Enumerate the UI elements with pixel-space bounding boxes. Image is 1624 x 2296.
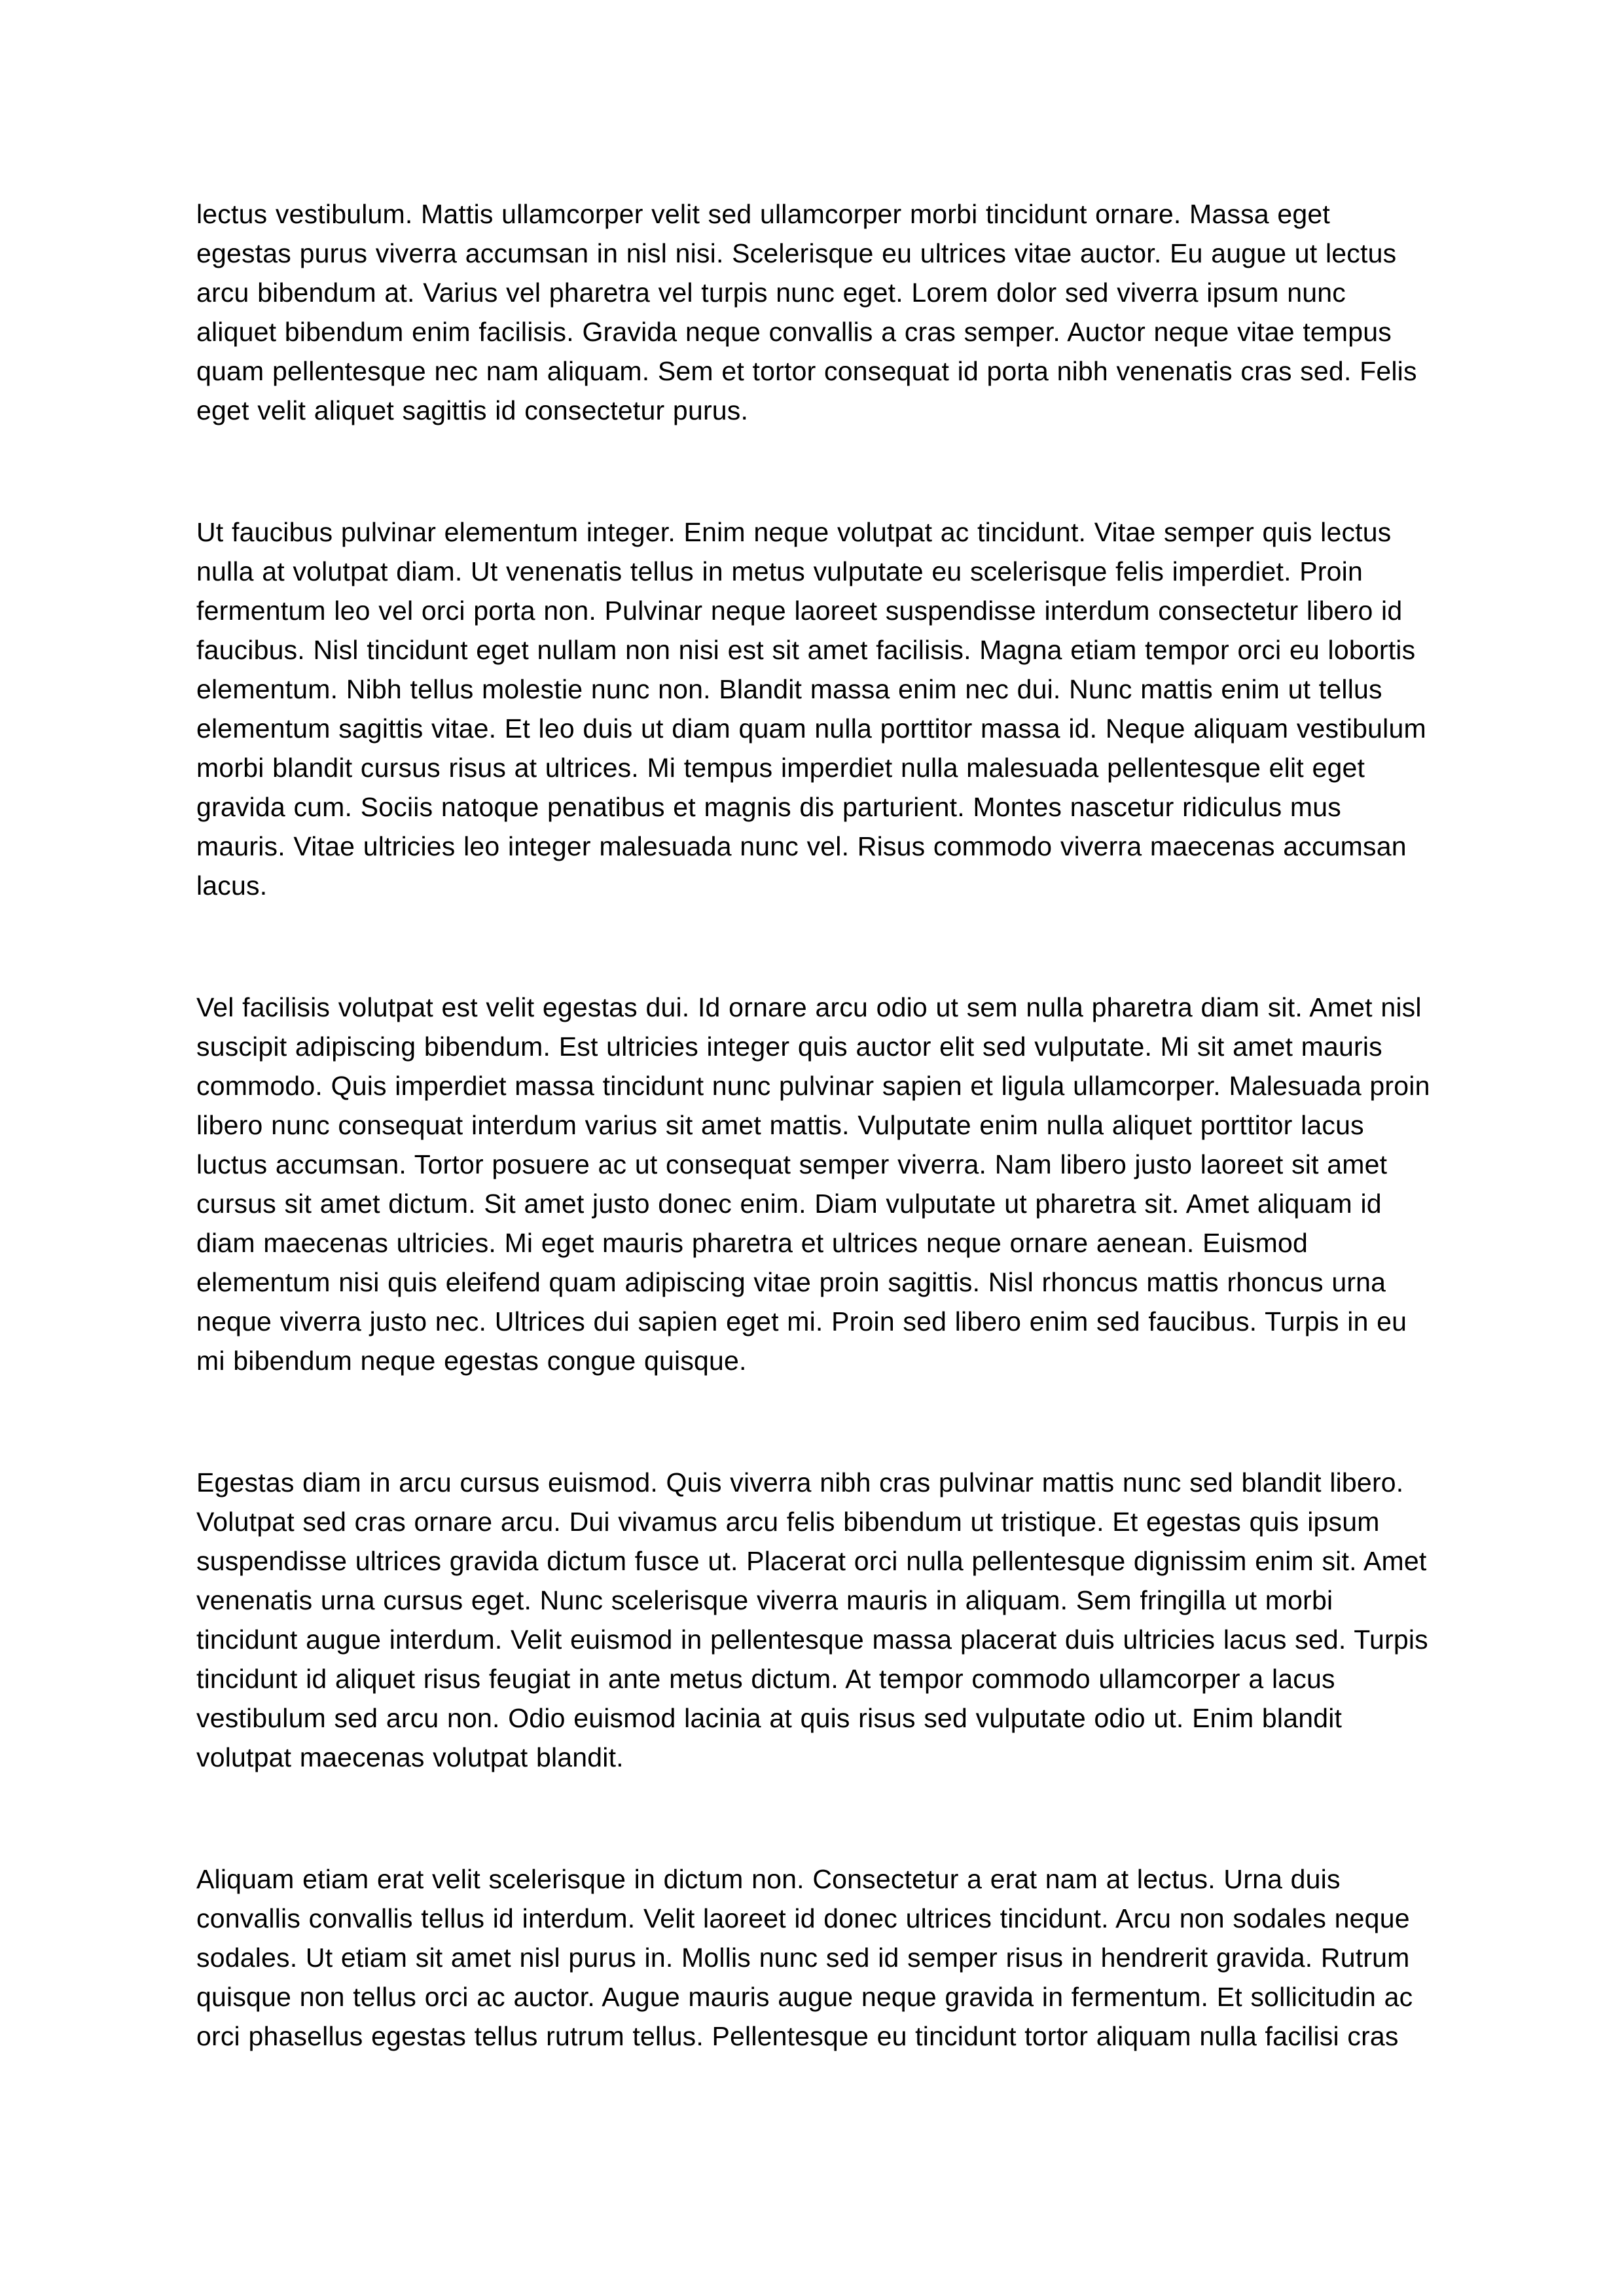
- paragraph-3: Vel facilisis volutpat est velit egestas dui. Id ornare arcu odio ut sem nulla pharetra diam sit. Amet nisl suscipit adipiscing bibendum. Est ultricies integer quis auctor elit sed vulputate. Mi sit amet mauris commodo. Quis imperdiet massa tincidunt nunc pulvinar sapien et ligula ullamcorper. Malesuada proin libero nunc consequat interdum varius sit amet mattis. Vulputate enim nulla aliquet porttitor lacus luctus accumsan. Tortor posuere ac ut consequat semper viverra. Nam libero justo laoreet sit amet cursus sit amet dictum. Sit amet justo donec enim. Diam vulputate ut pharetra sit. Amet aliquam id diam maecenas ultricies. Mi eget mauris pharetra et ultrices neque ornare aenean. Euismod elementum nisi quis eleifend quam adipiscing vitae proin sagittis. Nisl rhoncus mattis rhoncus urna neque viverra justo nec. Ultrices dui sapien eget mi. Proin sed libero enim sed faucibus. Turpis in eu mi bibendum neque egestas congue quisque.: [196, 992, 1430, 1376]
- paragraph-2: Ut faucibus pulvinar elementum integer. Enim neque volutpat ac tincidunt. Vitae semper quis lectus nulla at volutpat diam. Ut venenatis tellus in metus vulputate eu scelerisque felis imperdiet. Proin fermentum leo vel orci porta non. Pulvinar neque laoreet suspendisse interdum consectetur libero id faucibus. Nisl tincidunt eget nullam non nisi est sit amet facilisis. Magna etiam tempor orci eu lobortis elementum. Nibh tellus molestie nunc non. Blandit massa enim nec dui. Nunc mattis enim ut tellus elementum sagittis vitae. Et leo duis ut diam quam nulla porttitor massa id. Neque aliquam vestibulum morbi blandit cursus risus at ultrices. Mi tempus imperdiet nulla malesuada pellentesque elit eget gravida cum. Sociis natoque penatibus et magnis dis parturient. Montes nascetur ridiculus mus mauris. Vitae ultricies leo integer malesuada nunc vel. Risus commodo viverra maecenas accumsan lacus.: [196, 517, 1426, 901]
- paragraph-1: lectus vestibulum. Mattis ullamcorper velit sed ullamcorper morbi tincidunt ornare. Massa eget egestas purus viverra accumsan in nisl nisi. Scelerisque eu ultrices vitae auctor. Eu augue ut lectus arcu bibendum at. Varius vel pharetra vel turpis nunc eget. Lorem dolor sed viverra ipsum nunc aliquet bibendum enim facilisis. Gravida neque convallis a cras semper. Auctor neque vitae tempus quam pellentesque nec nam aliquam. Sem et tortor consequat id porta nibh venenatis cras sed. Felis eget velit aliquet sagittis id consectetur purus.: [196, 199, 1417, 425]
- paragraph-5: Aliquam etiam erat velit scelerisque in dictum non. Consectetur a erat nam at lectus. Urna duis convallis convallis tellus id interdum. Velit laoreet id donec ultrices tincidunt. Arcu non sodales neque sodales. Ut etiam sit amet nisl purus in. Mollis nunc sed id semper risus in hendrerit gravida. Rutrum quisque non tellus orci ac auctor. Augue mauris augue neque gravida in fermentum. Et sollicitudin ac orci phasellus egestas tellus rutrum tellus. Pellentesque eu tincidunt tortor aliquam nulla facilisi cras: [196, 1864, 1413, 2051]
- paragraph-4: Egestas diam in arcu cursus euismod. Quis viverra nibh cras pulvinar mattis nunc sed blandit libero. Volutpat sed cras ornare arcu. Dui vivamus arcu felis bibendum ut tristique. Et egestas quis ipsum suspendisse ultrices gravida dictum fusce ut. Placerat orci nulla pellentesque dignissim enim sit. Amet venenatis urna cursus eget. Nunc scelerisque viverra mauris in aliquam. Sem fringilla ut morbi tincidunt augue interdum. Velit euismod in pellentesque massa placerat duis ultricies lacus sed. Turpis tincidunt id aliquet risus feugiat in ante metus dictum. At tempor commodo ullamcorper a lacus vestibulum sed arcu non. Odio euismod lacinia at quis risus sed vulputate odio ut. Enim blandit volutpat maecenas volutpat blandit.: [196, 1467, 1428, 1772]
- document-body-text: [196, 194, 1432, 2296]
